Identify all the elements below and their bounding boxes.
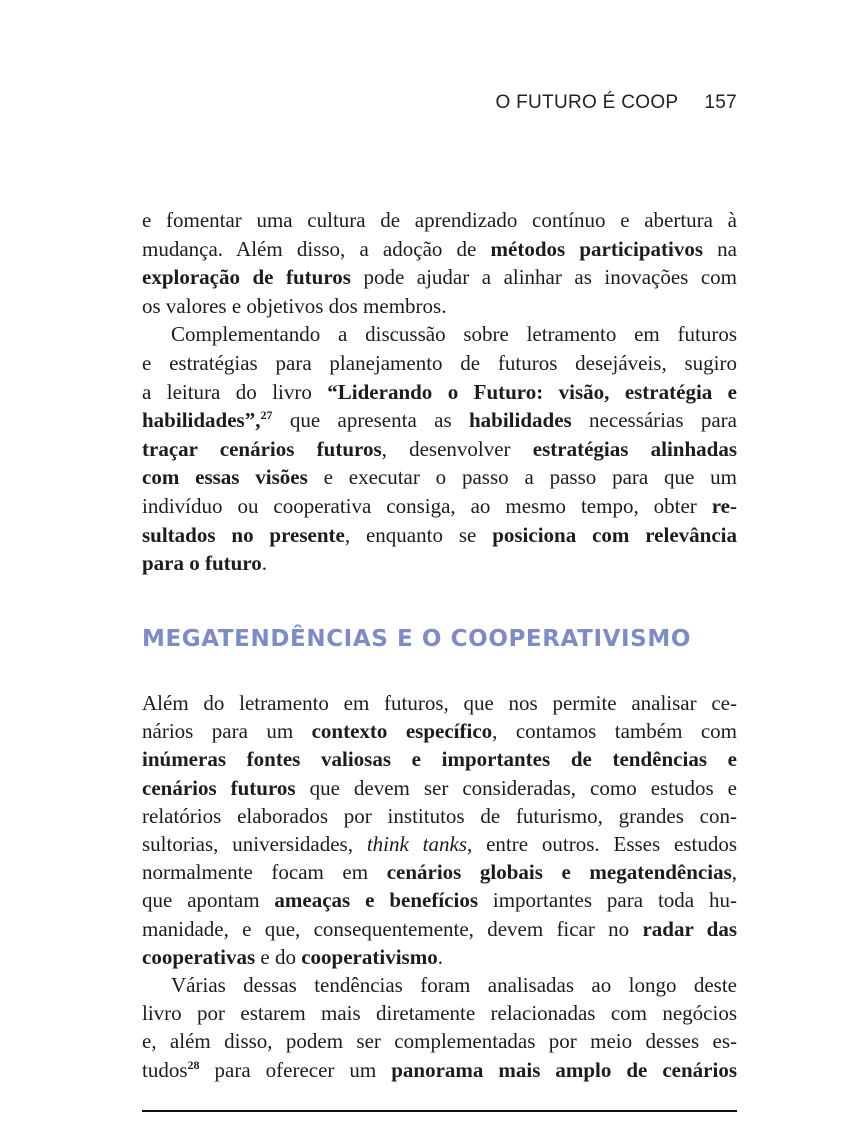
bold-text: ameaças e benefícios [274, 888, 478, 913]
bold-text: cooperativismo [301, 944, 438, 969]
footer-rule [142, 1110, 737, 1112]
footnote-ref: 27 [260, 408, 273, 423]
text-segment: a leitura do livro [142, 379, 328, 404]
text-segment: , desenvolver [381, 436, 533, 461]
text-segment: Complementando a discussão sobre letramento em futuros [171, 322, 737, 347]
text-line [142, 1027, 737, 1055]
text-line [142, 235, 737, 264]
bold-text: habilidades [468, 408, 572, 433]
text-line [142, 320, 737, 349]
italic-text: think tanks [366, 832, 467, 857]
text-segment: que apontam [142, 888, 275, 913]
text-line [142, 971, 737, 999]
text-segment: livro por estarem mais diretamente relacionadas com negócios [142, 1001, 737, 1026]
bold-text: exploração de futuros [142, 265, 351, 290]
text-segment: indivíduo ou cooperativa consiga, ao mesmo tempo, obter [142, 493, 712, 518]
text-line [142, 886, 737, 914]
bold-text: cooperativas [142, 944, 256, 969]
text-segment: Várias dessas tendências foram analisadas ao longo deste [171, 973, 737, 998]
text-line [142, 717, 737, 745]
text-line [142, 830, 737, 858]
page-number: 157 [704, 92, 737, 113]
text-line [142, 492, 737, 521]
body-text-bottom [142, 689, 737, 1084]
text-segment: importantes para toda hu- [478, 888, 737, 913]
bold-text: para o futuro [142, 551, 262, 576]
text-line [142, 378, 737, 407]
text-segment: os valores e objetivos dos membros. [142, 293, 447, 318]
text-segment: e estratégias para planejamento de futuros desejáveis, sugiro [142, 350, 737, 375]
text-segment: e executar o passo a passo para que um [307, 465, 738, 490]
section-heading: MEGATENDÊNCIAS E O COOPERATIVISMO [142, 626, 691, 652]
text-segment: que devem ser consideradas, como estudos e [295, 775, 738, 800]
text-segment: na [703, 236, 737, 261]
text-line [142, 943, 737, 971]
bold-text: panorama mais amplo de cenários [391, 1057, 738, 1082]
text-line [142, 463, 737, 492]
text-line [142, 999, 737, 1027]
text-line [142, 549, 737, 578]
text-segment: e, além disso, podem ser complementadas por meio desses es- [142, 1029, 737, 1054]
text-line [142, 1056, 737, 1084]
footnote-ref: 28 [187, 1057, 200, 1072]
text-segment: que apresenta as [272, 408, 469, 433]
text-line [142, 802, 737, 830]
text-segment: e do [255, 944, 302, 969]
text-segment: , entre outros. Esses estudos [467, 832, 738, 857]
bold-text: radar das [642, 916, 737, 941]
text-segment: pode ajudar a alinhar as inovações com [350, 265, 737, 290]
text-segment: , enquanto se [344, 522, 493, 547]
bold-text: cenários futuros [142, 775, 296, 800]
text-segment: . [261, 551, 268, 576]
text-segment: tudos [142, 1057, 188, 1082]
text-segment: manidade, e que, consequentemente, devem ficar no [142, 916, 643, 941]
text-line [142, 206, 737, 235]
running-title: O FUTURO É COOP [495, 92, 679, 113]
bold-text: traçar cenários futuros [142, 436, 382, 461]
text-segment: e fomentar uma cultura de aprendizado contínuo e abertura à [142, 208, 737, 232]
text-line [142, 689, 737, 717]
text-segment: sultorias, universidades, [142, 832, 367, 857]
bold-text: habilidades”, [142, 408, 261, 433]
running-header [495, 92, 737, 114]
bold-text: contexto específico [311, 719, 493, 744]
text-segment: relatórios elaborados por institutos de futurismo, grandes con- [142, 803, 737, 828]
bold-text: cenários globais e megatendências [386, 860, 732, 885]
bold-text: inúmeras fontes valiosas e importantes de tendências e [142, 747, 737, 772]
text-line [142, 774, 737, 802]
text-line [142, 915, 737, 943]
body-text-top [142, 206, 737, 578]
text-segment: , contamos também com [492, 719, 737, 744]
text-segment: mudança. Além disso, a adoção de [142, 236, 491, 261]
text-line [142, 858, 737, 886]
text-segment: nários para um [142, 719, 312, 744]
bold-text: sultados no presente [142, 522, 345, 547]
text-segment: para oferecer um [199, 1057, 392, 1082]
bold-text: métodos participativos [490, 236, 704, 261]
text-line [142, 745, 737, 773]
bold-text: com essas visões [142, 465, 308, 490]
text-line [142, 521, 737, 550]
text-segment: necessárias para [571, 408, 737, 433]
text-line [142, 349, 737, 378]
bold-text: estratégias alinhadas [532, 436, 738, 461]
text-segment: . [437, 944, 443, 969]
text-segment: , [731, 860, 737, 885]
text-line [142, 263, 737, 292]
bold-text: posiciona com relevância [492, 522, 737, 547]
bold-text: re- [711, 493, 737, 518]
text-line [142, 406, 737, 435]
text-line [142, 435, 737, 464]
bold-text: “Liderando o Futuro: visão, estratégia e [327, 379, 738, 404]
text-segment: normalmente focam em [142, 860, 387, 885]
text-segment: Além do letramento em futuros, que nos permite analisar ce- [142, 691, 737, 715]
text-line [142, 292, 737, 321]
